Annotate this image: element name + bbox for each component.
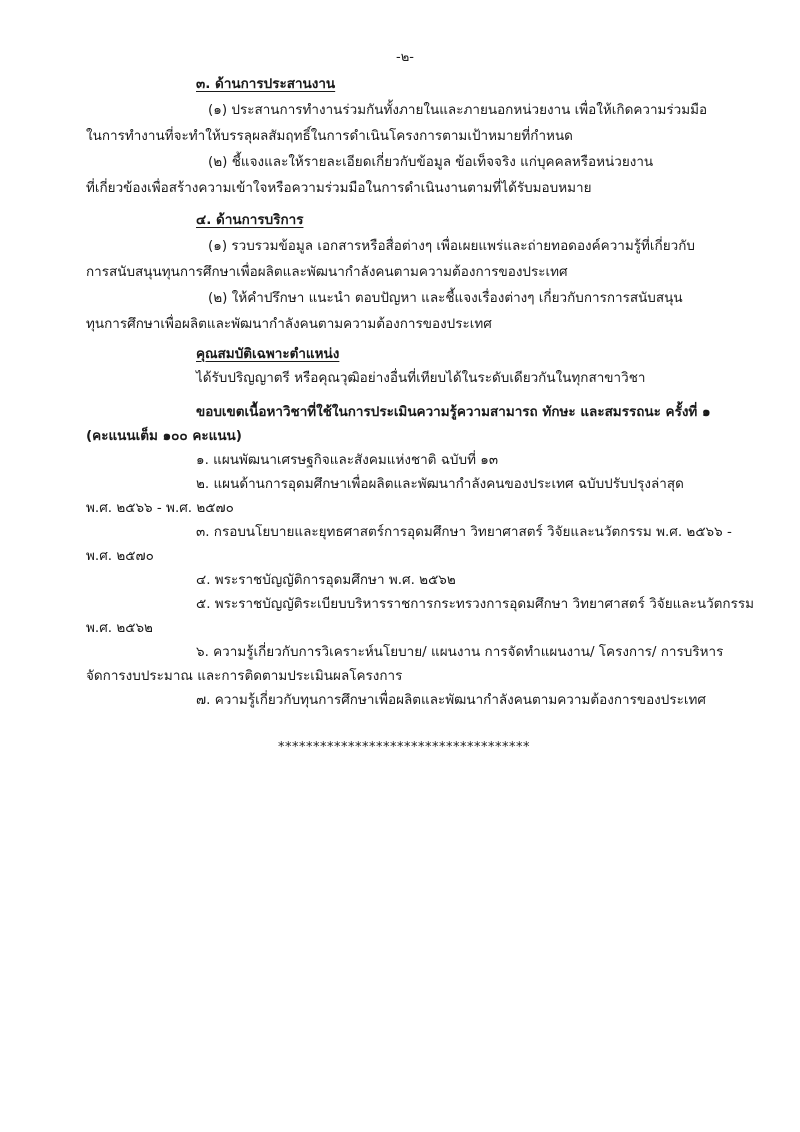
- scope-item-5-line-2: พ.ศ. ๒๕๖๒: [86, 620, 153, 636]
- end-marker: ************************************: [278, 740, 530, 755]
- section-4-item-2-line-1: (๒) ให้คำปรึกษา แนะนำ ตอบปัญหา และชี้แจงเรื่องต่างๆ เกี่ยวกับการการสนับสนุน: [208, 290, 683, 306]
- scope-item-7: ๗. ความรู้เกี่ยวกับทุนการศึกษาเพื่อผลิตและพัฒนากำลังคนตามความต้องการของประเทศ: [196, 692, 706, 708]
- section-4-item-1-line-2: การสนับสนุนทุนการศึกษาเพื่อผลิตและพัฒนากำลังคนตามความต้องการของประเทศ: [86, 264, 568, 280]
- section-4-item-1-line-1: (๑) รวบรวมข้อมูล เอกสารหรือสื่อต่างๆ เพื่อเผยแพร่และถ่ายทอดองค์ความรู้ที่เกี่ยวกับ: [208, 238, 695, 254]
- scope-item-4: ๔. พระราชบัญญัติการอุดมศึกษา พ.ศ. ๒๕๖๒: [196, 572, 456, 588]
- section-4-item-2-line-2: ทุนการศึกษาเพื่อผลิตและพัฒนากำลังคนตามความต้องการของประเทศ: [86, 316, 492, 332]
- qualification-text: ได้รับปริญญาตรี หรือคุณวุฒิอย่างอื่นที่เทียบได้ในระดับเดียวกันในทุกสาขาวิชา: [196, 370, 646, 386]
- section-3-item-2-line-2: ที่เกี่ยวข้องเพื่อสร้างความเข้าใจหรือความร่วมมือในการดำเนินงานตามที่ได้รับมอบหมาย: [86, 180, 592, 196]
- scope-item-6-line-1: ๖. ความรู้เกี่ยวกับการวิเคราะห์นโยบาย/ แผนงาน การจัดทำแผนงาน/ โครงการ/ การบริหาร: [196, 644, 724, 660]
- section-3-item-2-line-1: (๒) ชี้แจงและให้รายละเอียดเกี่ยวกับข้อมูล ข้อเท็จจริง แก่บุคคลหรือหน่วยงาน: [208, 154, 654, 170]
- scope-item-2-line-1: ๒. แผนด้านการอุดมศึกษาเพื่อผลิตและพัฒนากำลังคนของประเทศ ฉบับปรับปรุงล่าสุด: [196, 476, 684, 492]
- section-3-item-1-line-2: ในการทำงานที่จะทำให้บรรลุผลสัมฤทธิ์ในการดำเนินโครงการตามเป้าหมายที่กำหนด: [86, 128, 573, 144]
- scope-item-5-line-1: ๕. พระราชบัญญัติระเบียบบริหารราชการกระทรวงการอุดมศึกษา วิทยาศาสตร์ วิจัยและนวัตกรรม: [196, 596, 754, 612]
- section-3-heading: ๓. ด้านการประสานงาน: [196, 76, 336, 92]
- scope-item-3-line-2: พ.ศ. ๒๕๗๐: [86, 548, 154, 564]
- scope-heading-line-1: ขอบเขตเนื้อหาวิชาที่ใช้ในการประเมินความรู้ความสามารถ ทักษะ และสมรรถนะ ครั้งที่ ๑: [196, 404, 711, 420]
- scope-item-2-line-2: พ.ศ. ๒๕๖๖ - พ.ศ. ๒๕๗๐: [86, 500, 234, 516]
- scope-heading-line-2: (คะแนนเต็ม ๑๐๐ คะแนน): [86, 428, 242, 444]
- page-number: -๒-: [396, 50, 414, 65]
- scope-item-3-line-1: ๓. กรอบนโยบายและยุทธศาสตร์การอุดมศึกษา วิทยาศาสตร์ วิจัยและนวัตกรรม พ.ศ. ๒๕๖๖ -: [196, 524, 732, 540]
- section-4-heading: ๔. ด้านการบริการ: [196, 212, 304, 228]
- scope-item-6-line-2: จัดการงบประมาณ และการติดตามประเมินผลโครงการ: [86, 668, 403, 684]
- qualification-heading: คุณสมบัติเฉพาะตำแหน่ง: [196, 346, 340, 362]
- scope-item-1: ๑. แผนพัฒนาเศรษฐกิจและสังคมแห่งชาติ ฉบับที่ ๑๓: [196, 452, 499, 468]
- section-3-item-1-line-1: (๑) ประสานการทำงานร่วมกันทั้งภายในและภายนอกหน่วยงาน เพื่อให้เกิดความร่วมมือ: [208, 102, 708, 118]
